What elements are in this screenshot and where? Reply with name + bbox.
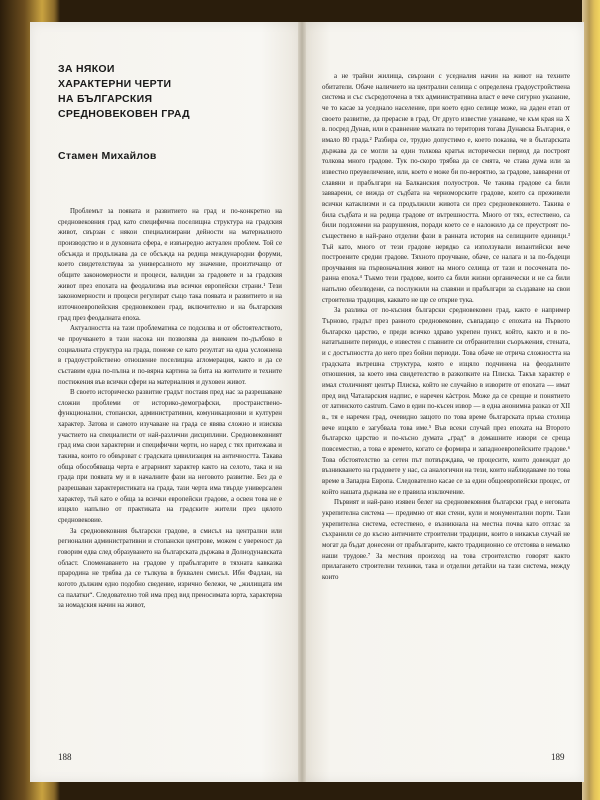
- title-line: ЗА НЯКОИ: [58, 63, 115, 75]
- paragraph: Актуалността на тази проблематика се подсилва и от обстоятелството, че проучването в тази насока ни позволява да вникнем по-дълбоко в социалната структура на града, понеже се като резултат на една усложнена в градоустройствено отношение поселищна агломерация, както и да се съставим една по-пълна и по-вярна картина за бита на жителите и техните постижения във всички сфери на материалния и духовен живот.: [58, 325, 282, 386]
- paragraph: Проблемът за появата и развитието на град и по-конкретно на средновековния град като специфична поселищна структура на градския живот, свързан с някои специализирани дейности на материалното производство и в духовната сфера, е извънредно актуален проблем. Той се обсъжда и продължава да се обсъжда на редица международни форуми, което свидетелствува за универсалното му значение, произтичащо от общите закономерности и процеси, валидни за градовете и за градския живот през епохата на феодализма във всички европейски страни.¹ Тези закономерности и процеси регулират също така появата и развитието и на източноевропейския средновековен град, включително и на българския град през феодалната епоха.: [58, 208, 282, 322]
- title-line: СРЕДНОВЕКОВЕН ГРАД: [58, 108, 190, 120]
- author-name: Стамен Михайлов: [58, 150, 157, 162]
- paragraph: Първият и най-рано изявен белег на средновековния български град е неговата укрепителна система — предимно от яки стени, кули и монументални порти. Тази укрепителна система, естествено, е възникнала на местна почва като отглас за съхранили се до късно античните строителни традиции, които в никакъв случай не могат да бъдат донесени от прабългарите, както традиционно се отстоява в немалко наши трудове.⁷ За местния произход на това строителство говорят както прилагането строителни техники, така и отделни детайли на тази система, между които: [322, 499, 570, 581]
- page-number-left: 188: [58, 752, 72, 762]
- paragraph: а не трайни жилища, свързани с уседналия начин на живот на техните обитатели. Обаче наличието на централни селища с определена градоустройствена система и със съсредоточена в тях административна власт е вече сигурно указание, че то касае за уседнало население, при което едно селище може, на даден етап от своето развитие, да прерасне в град. От друго известие узнаваме, че към края на Х в. посред Дунав, или в сравнение малката по територия тогава Дунавска България, е имало 80 града.² Разбира се, трудно допустимо е, което показва, че в българската държава да се могли за един толкова кратък исторически период да построят толкова много градове. Тук по-скоро трябва да се смята, че става дума или за известно преувеличение, или, което е може би по-вероятно, за градове, завварени от славяни и прабългари на Балканския полуостров. Че такива градове са били завварени, се вижда от съдбата на черноморските градове, които са преживели всички катаклизми и са продължили живота си през средновековието. Такива е била съдбата и на редица градове от вътрешността. Много от тях, естествено, са били подложени на разрушения, поради което се е наложило да се преустроят по-съществено в най-рано отделни фази в ранната история на селищните единици.³ Тъй като, много от тези градове нерядко са използували византийски вече построените средни градове. Тяхното проучване, обаче, се налага и за по-бъдещи проучвания на първоначалния живот на много селища от тази и посочената по-ранна епоха.⁴ Тъкмо тези градове, които са били жизни органически и не са били напълно обезлюдени, са послужили на славяни и прабългари за създаване на свои строителна традиция, каквато не ще се открие тука.: [322, 73, 570, 304]
- left-text-column: [58, 207, 282, 697]
- title-line: ХАРАКТЕРНИ ЧЕРТИ: [58, 78, 172, 90]
- paragraph: В своето историческо развитие градът поставя пред нас за разрешаване сложни проблеми от историко-демографски, пространствено-функционални, стопански, административни, комуникационни и културен характер. Затова и самото изучаване на града се явява сложно и изисква участието на специалисти от най-различни дисциплини. Средновековният град има свои характерни и специфични черти, но наред с тях притежава и такива, които го обвързват с градската цивилизация на античността. Такава обща обособяваща черта е аграрният характер както на селото, така и на града при появата му и в началните фази на неговото развитие. Без да е разрешаван характеристиката на града, тази черта има твърде универсален характер, тъй като е обща за всички европейски градове, а освен това не е изцяло напълно от практиката на градските жители през цялото средновековие.: [58, 389, 282, 525]
- paragraph: За средновековния български градове, в смисъл на централни или регионални административни и стопански центрове, можем с увереност да говорим едва след образуването на българската държава в Долнодунавската област. Споменаването на градове у прабългарите в тяхната кавказка прародина не трябва да се тълкува в буквален смисъл. Ибн Фадлан, на когото дължим едно подобно сведение, изрично бележи, че „жилищата им са палатки“. Следователно той има пред вид преносимата юрта, характерна за номадския начин на живот,: [58, 527, 282, 610]
- book-gutter: [298, 22, 306, 782]
- paragraph: За разлика от по-късния български средновековен град, както е например Търново, градът през ранното средновековие, съвпадащо с епохата на Първото българско царство, е преди всичко здраво укрепен пункт, който, както и в по-нататъшните периоди, е известен с главните си отбранителни съоръжения, стената, и с достъпността до него през бойни периоди. Това обаче не отрича сложността на градската вътрешна структура, която е изцяло подчинена на феодалните отношения, за което има свидетелство в разкопките на Плиска. Такъв характер е имал столичният център Плиска, който не случайно в изворите от епохата — имат пред вид Чаталарския надпис, е наречен кàстрон. Може да се срещне и понятието от латинското castrum. Само в един по-късен извор — в една анонимна разказ от ХII в., тя е наречен град, очевидно защото по това време българската пръва столица вече изцяло е загубвала това име.⁵ Във всеки случай през епохата на Второто българско царство и по-късно думата „град“ в домашните извори се среща повсеместно, а това е времето, когато се формира и западноевропейските градове.⁶ Това обстоятелство за сетен път потвърждава, че процесите, които довеждат до възникването на градовете у нас, са аналогични на тези, които наблюдаваме по това време в Западна Европа. Следователно касае се за един общоевропейски процес, от който нашата държава не е правила изключение.: [322, 307, 570, 496]
- right-text-column: [322, 72, 570, 772]
- book-edge: [582, 0, 600, 800]
- title-line: НА БЪЛГАРСКИЯ: [58, 93, 153, 105]
- page-number-right: 189: [551, 752, 565, 762]
- article-title: [58, 62, 278, 122]
